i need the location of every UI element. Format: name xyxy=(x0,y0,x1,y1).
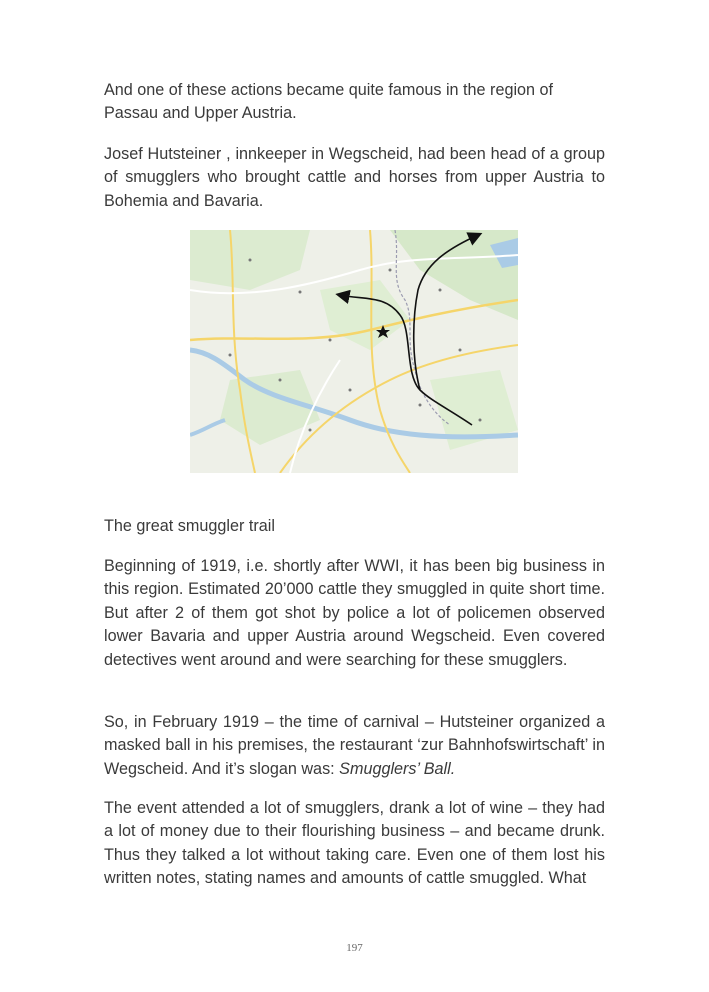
section-heading: The great smuggler trail xyxy=(104,517,275,535)
paragraph-intro: And one of these actions became quite famous in the region of Passau and Upper Austria. xyxy=(104,81,554,123)
paragraph-business: Beginning of 1919, i.e. shortly after WWI, it has been big business in this region. Estimated 20’000 cattle they smuggled in quite short time. But after 2 of them got shot by police a lot of policemen observed lower Bavaria and upper Austria around Wegscheid. Even covered detectives went around and were searching for these smugglers. xyxy=(104,557,605,669)
map-graphic xyxy=(190,230,518,473)
paragraph-masked-ball xyxy=(104,711,605,781)
slogan-italic: Smugglers’ Ball. xyxy=(339,759,456,778)
paragraph-masked-ball-text: So, in February 1919 – the time of carnival – Hutsteiner organized a masked ball in his premises, the restaurant ‘zur Bahnhofswirtschaft’ in Wegscheid. And it’s slogan was: xyxy=(104,713,605,778)
paragraph-event: The event attended a lot of smugglers, drank a lot of wine – they had a lot of money due to their flourishing business – and became drunk. Thus they talked a lot without taking care. Even one of them lost his written notes, stating names and amounts of cattle smuggled. What xyxy=(104,799,605,888)
smuggler-route-map xyxy=(190,230,518,473)
paragraph-hutsteiner: Josef Hutsteiner , innkeeper in Wegscheid, had been head of a group of smugglers who brought cattle and horses from upper Austria to Bohemia and Bavaria. xyxy=(104,145,605,210)
page-number: 197 xyxy=(346,942,363,954)
